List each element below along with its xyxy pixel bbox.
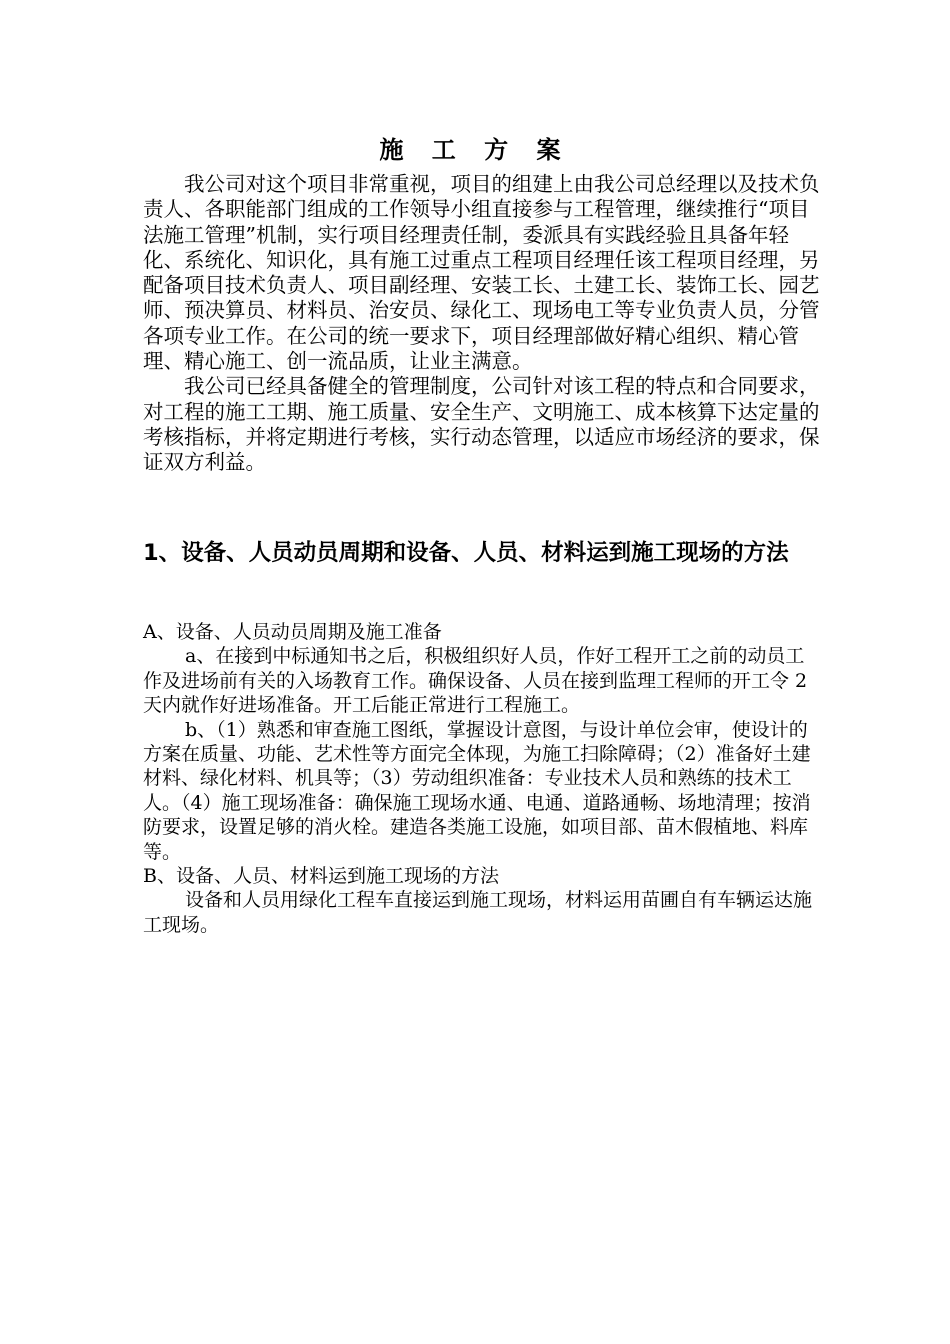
intro-section (143, 172, 823, 476)
subsection-a-paragraph-a: a、在接到中标通知书之后，积极组织好人员，作好工程开工之前的动员工作及进场前有关的入场教育工作。确保设备、人员在接到监理工程师的开工令 2 天内就作好进场准备。开工后能正常进行工程施工。 (143, 645, 808, 717)
subsection-a-title: A、设备、人员动员周期及施工准备 (143, 621, 442, 643)
intro-paragraph-2: 我公司已经具备健全的管理制度，公司针对该工程的特点和合同要求，对工程的施工工期、施工质量、安全生产、文明施工、成本核算下达定量的考核指标，并将定期进行考核，实行动态管理，以适应市场经济的要求，保证双方利益。 (143, 374, 820, 475)
section-body (143, 620, 813, 937)
subsection-b-title: B、设备、人员、材料运到施工现场的方法 (143, 865, 499, 888)
subsection-a-paragraph-b: b、（1）熟悉和审查施工图纸，掌握设计意图，与设计单位会审，使设计的方案在质量、功能、艺术性等方面完全体现，为施工扫除障碍；（2）准备好土建材料、绿化材料、机具等；（3）劳动组织准备：专业技术人员和熟练的技术工人。（4）施工现场准备：确保施工现场水通、电通、道路通畅、场地清理；按消防要求，设置足够的消火栓。建造各类施工设施，如项目部、苗木假植地、料库等。 (143, 718, 811, 863)
section-heading: 1、设备、人员动员周期和设备、人员、材料运到施工现场的方法 (143, 540, 789, 566)
document-title: 施 工 方 案 (379, 136, 571, 164)
subsection-b-paragraph: 设备和人员用绿化工程车直接运到施工现场，材料运用苗圃自有车辆运达施工现场。 (143, 889, 813, 936)
intro-paragraph-1: 我公司对这个项目非常重视，项目的组建上由我公司总经理以及技术负责人、各职能部门组成的工作领导小组直接参与工程管理，继续推行“项目法施工管理”机制，实行项目经理责任制，委派具有实践经验且具备年轻化、系统化、知识化，具有施工过重点工程项目经理任该工程项目经理，另配备项目技术负责人、项目副经理、安装工长、土建工长、装饰工长、园艺师、预决算员、材料员、治安员、绿化工、现场电工等专业负责人员，分管各项专业工作。在公司的统一要求下，项目经理部做好精心组织、精心管理、精心施工、创一流品质，让业主满意。 (143, 172, 820, 374)
